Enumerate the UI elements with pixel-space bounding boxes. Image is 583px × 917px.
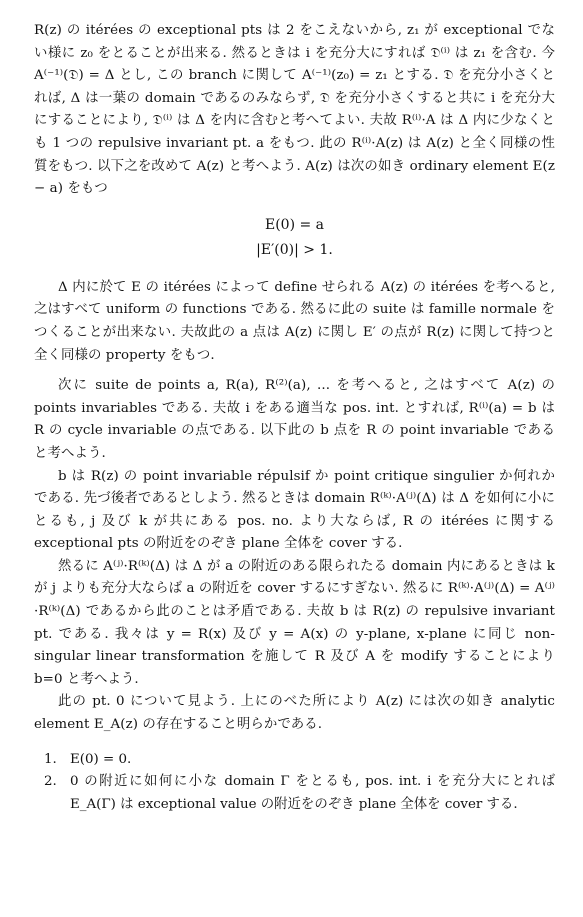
equation-e-at-zero: E(0) = a — [264, 216, 325, 233]
list-item-number: 1. — [44, 751, 57, 767]
paragraph-suite-de-points: 次に suite de points a, R(a), R⁽²⁾(a), ... を考へると, 之はすべて A(z) の points invariables である. 夫故 i をある適当な pos. int. とすれば, R⁽ⁱ⁾(a) = b は R の cycle invariable の点である. 以下此の b 点を R の point invariable であると考へよう. — [34, 378, 555, 461]
paragraph-analytic-element: 此の pt. 0 について見よう. 上にのべた所により A(z) には次の如き analytic element E_A(z) の存在すること明らかである. — [34, 694, 555, 733]
paragraph-point-invariable: b は R(z) の point invariable répulsif か point critique singulier か何れかである. 先づ後者であるとしよう. 然るときは domain R⁽ᵏ⁾·A⁽ʲ⁾(Δ) は Δ を如何に小にとるも, j 及び k が共にある pos. no. より大ならば, R の itérées に関する exceptional pts の附近をのぞき plane 全体を cover する. — [34, 468, 555, 552]
paragraph-exceptional-points: R(z) の itérées の exceptional pts は 2 をこえないから, z₁ が exceptional でない様に z₀ をとることが出来る. 然るときは i を充分大にすれば 𝔇⁽ⁱ⁾ は z₁ を含む. 今 A⁽⁻¹⁾(𝔇) = Δ とし, この branch に関して A⁽⁻¹⁾(z₀) = z₁ とする. 𝔇 を充分小さくとれば, Δ は一葉の domain であるのみならず, 𝔇 を充分小さくすると共に i を充分大にすることにより, 𝔇⁽ⁱ⁾ は Δ を内に含むと考へてよい. 夫故 R⁽ⁱ⁾·A は Δ 内に少なくとも 1 つの repulsive invariant pt. a をもつ. 此の R⁽ⁱ⁾·A(z) は A(z) と全く同様の性質をもつ. 以下之を改めて A(z) と考へよう. A(z) は次の如き ordinary element E(z − a) をもつ — [34, 23, 555, 197]
equation-block — [34, 213, 555, 263]
list-item-text: 0 の附近に如何に小な domain Γ をとるも, pos. int. i を充分大にとれば E_A(Γ) は exceptional value の附近をのぞき plane 全体を cover する. — [70, 774, 555, 812]
paragraph-contradiction: 然るに A⁽ʲ⁾·R⁽ᵏ⁾(Δ) は Δ が a の附近のある限られたる domain 内にあるときは k が j よりも充分大ならば a の附近を cover するにすぎない. 然るに R⁽ᵏ⁾·A⁽ʲ⁾(Δ) = A⁽ʲ⁾·R⁽ᵏ⁾(Δ) であるから此のことは矛盾である. 夫故 b は R(z) の repulsive invariant pt. である. 我々は y = R(x) 及び y = A(x) の y-plane, x-plane に同じ non-singular linear transformation を施して R 及び A を modify することにより b=0 と考へよう. — [34, 558, 555, 687]
condition-list — [34, 749, 555, 817]
list-item-number: 2. — [44, 774, 57, 790]
list-item — [34, 771, 555, 816]
paragraph-iterees-uniform: Δ 内に於て E の itérées によって define せられる A(z) の itérées を考へると, 之はすべて uniform の functions である. 然るに此の suite は famille normale をつくることが出来ない. 夫故此の a 点は A(z) に関し E′ の点が R(z) に関して持つと全く同様の property をもつ. — [34, 279, 555, 363]
equation-derivative-bound: |E′(0)| > 1. — [256, 241, 333, 258]
list-item — [34, 749, 555, 772]
list-item-text: E(0) = 0. — [70, 751, 132, 767]
